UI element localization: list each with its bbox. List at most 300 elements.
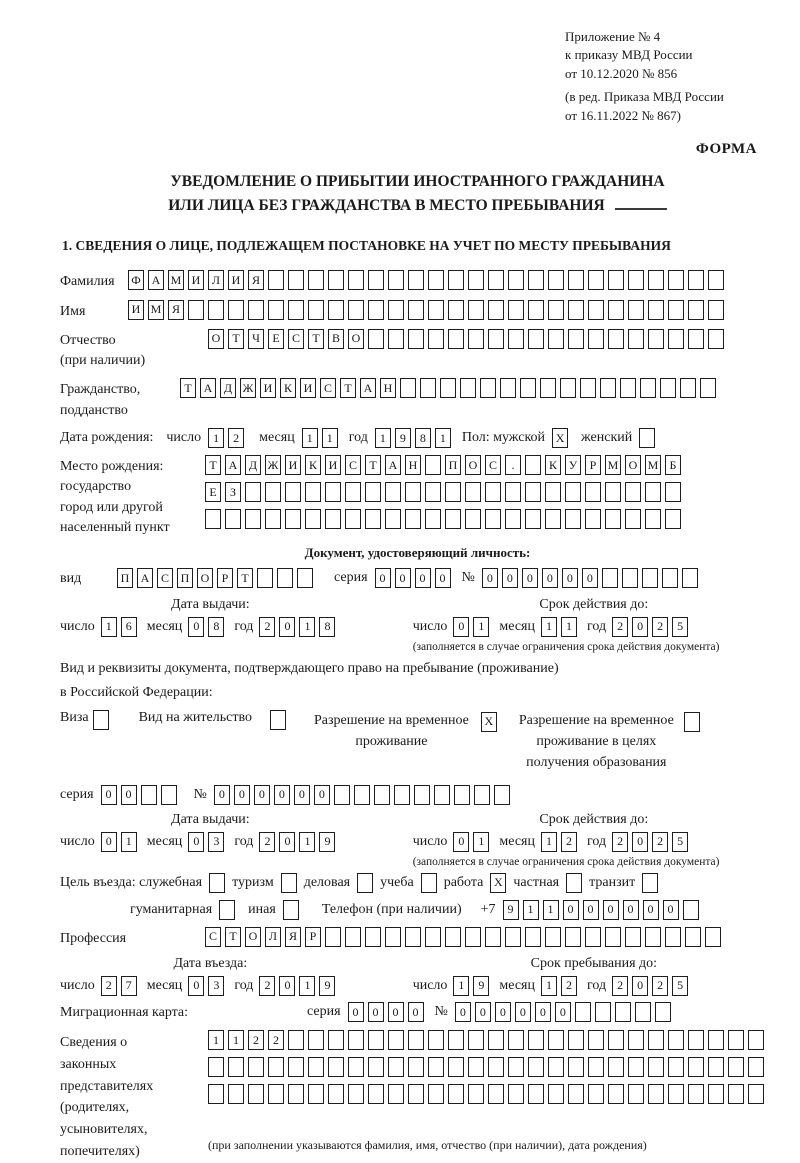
- study-checkbox[interactable]: [421, 873, 437, 893]
- char-box[interactable]: В: [328, 329, 344, 349]
- char-box[interactable]: [474, 785, 490, 805]
- char-box[interactable]: [408, 329, 424, 349]
- char-box[interactable]: [245, 509, 261, 529]
- char-box[interactable]: 0: [455, 1002, 471, 1022]
- char-box[interactable]: [525, 482, 541, 502]
- char-box[interactable]: [708, 1084, 724, 1104]
- official-checkbox[interactable]: [209, 873, 225, 893]
- char-box[interactable]: [668, 1084, 684, 1104]
- char-box[interactable]: О: [208, 329, 224, 349]
- char-box[interactable]: К: [280, 378, 296, 398]
- char-box[interactable]: [285, 509, 301, 529]
- humanitarian-checkbox[interactable]: [219, 900, 235, 920]
- char-box[interactable]: [485, 482, 501, 502]
- char-box[interactable]: [345, 509, 361, 529]
- char-box[interactable]: [445, 482, 461, 502]
- char-box[interactable]: [265, 509, 281, 529]
- char-box[interactable]: 0: [562, 568, 578, 588]
- char-box[interactable]: [645, 482, 661, 502]
- char-box[interactable]: Т: [365, 455, 381, 475]
- char-box[interactable]: [445, 509, 461, 529]
- char-box[interactable]: 5: [672, 832, 688, 852]
- char-box[interactable]: [468, 270, 484, 290]
- char-box[interactable]: [708, 1030, 724, 1050]
- char-box[interactable]: 1: [541, 832, 557, 852]
- char-box[interactable]: [545, 482, 561, 502]
- char-box[interactable]: [528, 270, 544, 290]
- char-box[interactable]: А: [148, 270, 164, 290]
- char-box[interactable]: [585, 509, 601, 529]
- char-box[interactable]: [408, 270, 424, 290]
- char-box[interactable]: [388, 1030, 404, 1050]
- char-box[interactable]: 0: [101, 785, 117, 805]
- char-box[interactable]: 0: [535, 1002, 551, 1022]
- char-box[interactable]: [648, 1057, 664, 1077]
- char-box[interactable]: О: [348, 329, 364, 349]
- temp-residence-checkbox[interactable]: X: [481, 712, 497, 732]
- char-box[interactable]: [428, 300, 444, 320]
- char-box[interactable]: [385, 927, 401, 947]
- char-box[interactable]: [308, 270, 324, 290]
- char-box[interactable]: [328, 1030, 344, 1050]
- char-box[interactable]: Т: [308, 329, 324, 349]
- char-box[interactable]: [728, 1057, 744, 1077]
- char-box[interactable]: [595, 1002, 611, 1022]
- char-box[interactable]: [465, 509, 481, 529]
- char-box[interactable]: [525, 455, 541, 475]
- char-box[interactable]: [448, 329, 464, 349]
- char-box[interactable]: [368, 300, 384, 320]
- char-box[interactable]: 0: [214, 785, 230, 805]
- char-box[interactable]: [368, 1030, 384, 1050]
- char-box[interactable]: [485, 509, 501, 529]
- char-box[interactable]: Ж: [265, 455, 281, 475]
- char-box[interactable]: И: [260, 378, 276, 398]
- char-box[interactable]: [428, 270, 444, 290]
- char-box[interactable]: 0: [482, 568, 498, 588]
- char-box[interactable]: [208, 1084, 224, 1104]
- char-box[interactable]: [488, 329, 504, 349]
- char-box[interactable]: С: [485, 455, 501, 475]
- char-box[interactable]: И: [300, 378, 316, 398]
- char-box[interactable]: [265, 482, 281, 502]
- char-box[interactable]: 0: [375, 568, 391, 588]
- business-checkbox[interactable]: [357, 873, 373, 893]
- transit-checkbox[interactable]: [642, 873, 658, 893]
- char-box[interactable]: [460, 378, 476, 398]
- char-box[interactable]: [625, 482, 641, 502]
- char-box[interactable]: [385, 482, 401, 502]
- char-box[interactable]: [334, 785, 350, 805]
- char-box[interactable]: [468, 1084, 484, 1104]
- char-box[interactable]: 0: [279, 617, 295, 637]
- char-box[interactable]: Я: [168, 300, 184, 320]
- char-box[interactable]: 0: [408, 1002, 424, 1022]
- char-box[interactable]: М: [168, 270, 184, 290]
- char-box[interactable]: [325, 927, 341, 947]
- char-box[interactable]: [248, 1084, 264, 1104]
- char-box[interactable]: 1: [322, 428, 338, 448]
- char-box[interactable]: [688, 1057, 704, 1077]
- char-box[interactable]: [608, 329, 624, 349]
- char-box[interactable]: М: [605, 455, 621, 475]
- char-box[interactable]: Р: [217, 568, 233, 588]
- char-box[interactable]: [425, 455, 441, 475]
- char-box[interactable]: [575, 1002, 591, 1022]
- char-box[interactable]: 2: [612, 976, 628, 996]
- char-box[interactable]: [668, 1030, 684, 1050]
- char-box[interactable]: И: [128, 300, 144, 320]
- char-box[interactable]: 5: [672, 976, 688, 996]
- char-box[interactable]: [615, 1002, 631, 1022]
- char-box[interactable]: Е: [205, 482, 221, 502]
- char-box[interactable]: [700, 378, 716, 398]
- char-box[interactable]: [368, 329, 384, 349]
- char-box[interactable]: [728, 1084, 744, 1104]
- char-box[interactable]: [368, 1057, 384, 1077]
- char-box[interactable]: 1: [299, 976, 315, 996]
- char-box[interactable]: [388, 329, 404, 349]
- char-box[interactable]: [325, 482, 341, 502]
- char-box[interactable]: [588, 270, 604, 290]
- char-box[interactable]: [208, 300, 224, 320]
- char-box[interactable]: 0: [101, 832, 117, 852]
- char-box[interactable]: [408, 1084, 424, 1104]
- char-box[interactable]: 1: [299, 617, 315, 637]
- char-box[interactable]: [448, 1084, 464, 1104]
- char-box[interactable]: [568, 1084, 584, 1104]
- other-checkbox[interactable]: [283, 900, 299, 920]
- char-box[interactable]: [328, 300, 344, 320]
- char-box[interactable]: Е: [268, 329, 284, 349]
- char-box[interactable]: 2: [259, 976, 275, 996]
- char-box[interactable]: И: [188, 270, 204, 290]
- char-box[interactable]: [425, 927, 441, 947]
- char-box[interactable]: [448, 1057, 464, 1077]
- char-box[interactable]: [688, 1084, 704, 1104]
- char-box[interactable]: [665, 509, 681, 529]
- char-box[interactable]: 1: [208, 1030, 224, 1050]
- char-box[interactable]: [548, 1057, 564, 1077]
- char-box[interactable]: 1: [561, 617, 577, 637]
- char-box[interactable]: [585, 927, 601, 947]
- char-box[interactable]: [428, 1057, 444, 1077]
- char-box[interactable]: [548, 270, 564, 290]
- char-box[interactable]: Т: [228, 329, 244, 349]
- char-box[interactable]: [328, 1084, 344, 1104]
- char-box[interactable]: [365, 482, 381, 502]
- char-box[interactable]: 0: [254, 785, 270, 805]
- char-box[interactable]: [428, 1030, 444, 1050]
- char-box[interactable]: [488, 1030, 504, 1050]
- char-box[interactable]: Я: [285, 927, 301, 947]
- char-box[interactable]: [665, 927, 681, 947]
- char-box[interactable]: [560, 378, 576, 398]
- work-checkbox[interactable]: X: [490, 873, 506, 893]
- char-box[interactable]: 2: [259, 617, 275, 637]
- char-box[interactable]: О: [465, 455, 481, 475]
- char-box[interactable]: [628, 300, 644, 320]
- char-box[interactable]: [565, 509, 581, 529]
- char-box[interactable]: П: [177, 568, 193, 588]
- char-box[interactable]: 1: [541, 617, 557, 637]
- char-box[interactable]: 2: [228, 428, 244, 448]
- char-box[interactable]: [688, 329, 704, 349]
- char-box[interactable]: [588, 329, 604, 349]
- char-box[interactable]: 2: [561, 976, 577, 996]
- char-box[interactable]: [685, 927, 701, 947]
- char-box[interactable]: А: [200, 378, 216, 398]
- char-box[interactable]: [468, 300, 484, 320]
- char-box[interactable]: 0: [603, 900, 619, 920]
- char-box[interactable]: 0: [623, 900, 639, 920]
- char-box[interactable]: 0: [522, 568, 538, 588]
- char-box[interactable]: 0: [453, 832, 469, 852]
- char-box[interactable]: [288, 300, 304, 320]
- char-box[interactable]: 0: [453, 617, 469, 637]
- char-box[interactable]: [388, 1084, 404, 1104]
- char-box[interactable]: У: [565, 455, 581, 475]
- char-box[interactable]: О: [197, 568, 213, 588]
- char-box[interactable]: [528, 1030, 544, 1050]
- char-box[interactable]: [608, 1030, 624, 1050]
- char-box[interactable]: 0: [188, 976, 204, 996]
- char-box[interactable]: [228, 1084, 244, 1104]
- char-box[interactable]: 7: [121, 976, 137, 996]
- char-box[interactable]: [608, 1057, 624, 1077]
- char-box[interactable]: [428, 1084, 444, 1104]
- char-box[interactable]: Л: [208, 270, 224, 290]
- char-box[interactable]: [325, 509, 341, 529]
- char-box[interactable]: 0: [632, 832, 648, 852]
- char-box[interactable]: [141, 785, 157, 805]
- char-box[interactable]: [548, 300, 564, 320]
- char-box[interactable]: [568, 1057, 584, 1077]
- char-box[interactable]: [488, 270, 504, 290]
- char-box[interactable]: [268, 270, 284, 290]
- char-box[interactable]: 0: [294, 785, 310, 805]
- char-box[interactable]: С: [345, 455, 361, 475]
- char-box[interactable]: 0: [583, 900, 599, 920]
- char-box[interactable]: [748, 1084, 764, 1104]
- char-box[interactable]: М: [645, 455, 661, 475]
- char-box[interactable]: [208, 1057, 224, 1077]
- char-box[interactable]: С: [288, 329, 304, 349]
- char-box[interactable]: 9: [319, 976, 335, 996]
- char-box[interactable]: 1: [302, 428, 318, 448]
- char-box[interactable]: И: [325, 455, 341, 475]
- char-box[interactable]: Н: [405, 455, 421, 475]
- char-box[interactable]: [688, 1030, 704, 1050]
- char-box[interactable]: [345, 927, 361, 947]
- char-box[interactable]: [605, 927, 621, 947]
- char-box[interactable]: 8: [208, 617, 224, 637]
- char-box[interactable]: А: [225, 455, 241, 475]
- char-box[interactable]: 0: [395, 568, 411, 588]
- char-box[interactable]: [508, 1030, 524, 1050]
- char-box[interactable]: [568, 1030, 584, 1050]
- char-box[interactable]: 1: [121, 832, 137, 852]
- char-box[interactable]: [305, 482, 321, 502]
- char-box[interactable]: Р: [305, 927, 321, 947]
- char-box[interactable]: [508, 270, 524, 290]
- char-box[interactable]: [748, 1057, 764, 1077]
- char-box[interactable]: [545, 509, 561, 529]
- char-box[interactable]: 0: [234, 785, 250, 805]
- char-box[interactable]: 1: [453, 976, 469, 996]
- char-box[interactable]: 0: [643, 900, 659, 920]
- male-checkbox[interactable]: X: [552, 428, 568, 448]
- char-box[interactable]: [394, 785, 410, 805]
- residence-permit-checkbox[interactable]: [270, 710, 286, 730]
- char-box[interactable]: [348, 300, 364, 320]
- char-box[interactable]: 0: [348, 1002, 364, 1022]
- char-box[interactable]: [568, 300, 584, 320]
- char-box[interactable]: [628, 270, 644, 290]
- visa-checkbox[interactable]: [93, 710, 109, 730]
- char-box[interactable]: [228, 300, 244, 320]
- char-box[interactable]: 1: [541, 976, 557, 996]
- char-box[interactable]: [568, 270, 584, 290]
- char-box[interactable]: [620, 378, 636, 398]
- char-box[interactable]: Б: [665, 455, 681, 475]
- tourism-checkbox[interactable]: [281, 873, 297, 893]
- char-box[interactable]: [308, 1057, 324, 1077]
- char-box[interactable]: [468, 329, 484, 349]
- char-box[interactable]: [500, 378, 516, 398]
- char-box[interactable]: 2: [101, 976, 117, 996]
- char-box[interactable]: [488, 1057, 504, 1077]
- char-box[interactable]: [662, 568, 678, 588]
- char-box[interactable]: 0: [435, 568, 451, 588]
- char-box[interactable]: 0: [188, 617, 204, 637]
- char-box[interactable]: Т: [237, 568, 253, 588]
- char-box[interactable]: [665, 482, 681, 502]
- char-box[interactable]: 2: [652, 976, 668, 996]
- char-box[interactable]: С: [157, 568, 173, 588]
- char-box[interactable]: 1: [299, 832, 315, 852]
- char-box[interactable]: [448, 300, 464, 320]
- char-box[interactable]: П: [445, 455, 461, 475]
- char-box[interactable]: [434, 785, 450, 805]
- char-box[interactable]: [540, 378, 556, 398]
- char-box[interactable]: [448, 1030, 464, 1050]
- char-box[interactable]: [488, 300, 504, 320]
- char-box[interactable]: 9: [503, 900, 519, 920]
- char-box[interactable]: [308, 300, 324, 320]
- female-checkbox[interactable]: [639, 428, 655, 448]
- char-box[interactable]: [268, 1084, 284, 1104]
- char-box[interactable]: 1: [473, 832, 489, 852]
- char-box[interactable]: 0: [663, 900, 679, 920]
- char-box[interactable]: [648, 329, 664, 349]
- char-box[interactable]: [328, 270, 344, 290]
- char-box[interactable]: [268, 300, 284, 320]
- char-box[interactable]: [680, 378, 696, 398]
- char-box[interactable]: [605, 482, 621, 502]
- char-box[interactable]: [365, 927, 381, 947]
- char-box[interactable]: [635, 1002, 651, 1022]
- char-box[interactable]: [508, 1084, 524, 1104]
- char-box[interactable]: 0: [368, 1002, 384, 1022]
- char-box[interactable]: [600, 378, 616, 398]
- char-box[interactable]: [682, 568, 698, 588]
- char-box[interactable]: [188, 300, 204, 320]
- char-box[interactable]: [645, 927, 661, 947]
- char-box[interactable]: [548, 329, 564, 349]
- char-box[interactable]: [365, 509, 381, 529]
- char-box[interactable]: [565, 927, 581, 947]
- char-box[interactable]: 6: [121, 617, 137, 637]
- char-box[interactable]: 2: [259, 832, 275, 852]
- char-box[interactable]: 1: [523, 900, 539, 920]
- char-box[interactable]: 0: [121, 785, 137, 805]
- char-box[interactable]: 1: [435, 428, 451, 448]
- char-box[interactable]: [668, 329, 684, 349]
- private-checkbox[interactable]: [566, 873, 582, 893]
- char-box[interactable]: [508, 329, 524, 349]
- char-box[interactable]: [588, 1057, 604, 1077]
- char-box[interactable]: [640, 378, 656, 398]
- char-box[interactable]: [465, 482, 481, 502]
- char-box[interactable]: 2: [652, 617, 668, 637]
- char-box[interactable]: 1: [543, 900, 559, 920]
- char-box[interactable]: С: [205, 927, 221, 947]
- char-box[interactable]: [445, 927, 461, 947]
- char-box[interactable]: [348, 1084, 364, 1104]
- char-box[interactable]: З: [225, 482, 241, 502]
- char-box[interactable]: [505, 482, 521, 502]
- char-box[interactable]: [425, 509, 441, 529]
- char-box[interactable]: [288, 1084, 304, 1104]
- char-box[interactable]: [248, 300, 264, 320]
- char-box[interactable]: 3: [208, 976, 224, 996]
- char-box[interactable]: [405, 482, 421, 502]
- char-box[interactable]: [400, 378, 416, 398]
- char-box[interactable]: Ж: [240, 378, 256, 398]
- char-box[interactable]: [528, 1057, 544, 1077]
- char-box[interactable]: И: [285, 455, 301, 475]
- char-box[interactable]: Р: [585, 455, 601, 475]
- char-box[interactable]: 1: [375, 428, 391, 448]
- char-box[interactable]: [605, 509, 621, 529]
- char-box[interactable]: А: [360, 378, 376, 398]
- char-box[interactable]: [548, 1030, 564, 1050]
- char-box[interactable]: [288, 1030, 304, 1050]
- char-box[interactable]: [628, 1084, 644, 1104]
- char-box[interactable]: [408, 300, 424, 320]
- char-box[interactable]: Ф: [128, 270, 144, 290]
- char-box[interactable]: [388, 1057, 404, 1077]
- char-box[interactable]: [368, 270, 384, 290]
- char-box[interactable]: 0: [555, 1002, 571, 1022]
- char-box[interactable]: [708, 1057, 724, 1077]
- char-box[interactable]: [505, 509, 521, 529]
- char-box[interactable]: [628, 1057, 644, 1077]
- char-box[interactable]: [628, 329, 644, 349]
- char-box[interactable]: [448, 270, 464, 290]
- char-box[interactable]: [668, 300, 684, 320]
- char-box[interactable]: [688, 300, 704, 320]
- char-box[interactable]: Т: [180, 378, 196, 398]
- char-box[interactable]: [245, 482, 261, 502]
- char-box[interactable]: [508, 300, 524, 320]
- char-box[interactable]: [425, 482, 441, 502]
- char-box[interactable]: [405, 927, 421, 947]
- char-box[interactable]: [388, 300, 404, 320]
- char-box[interactable]: Л: [265, 927, 281, 947]
- char-box[interactable]: 9: [473, 976, 489, 996]
